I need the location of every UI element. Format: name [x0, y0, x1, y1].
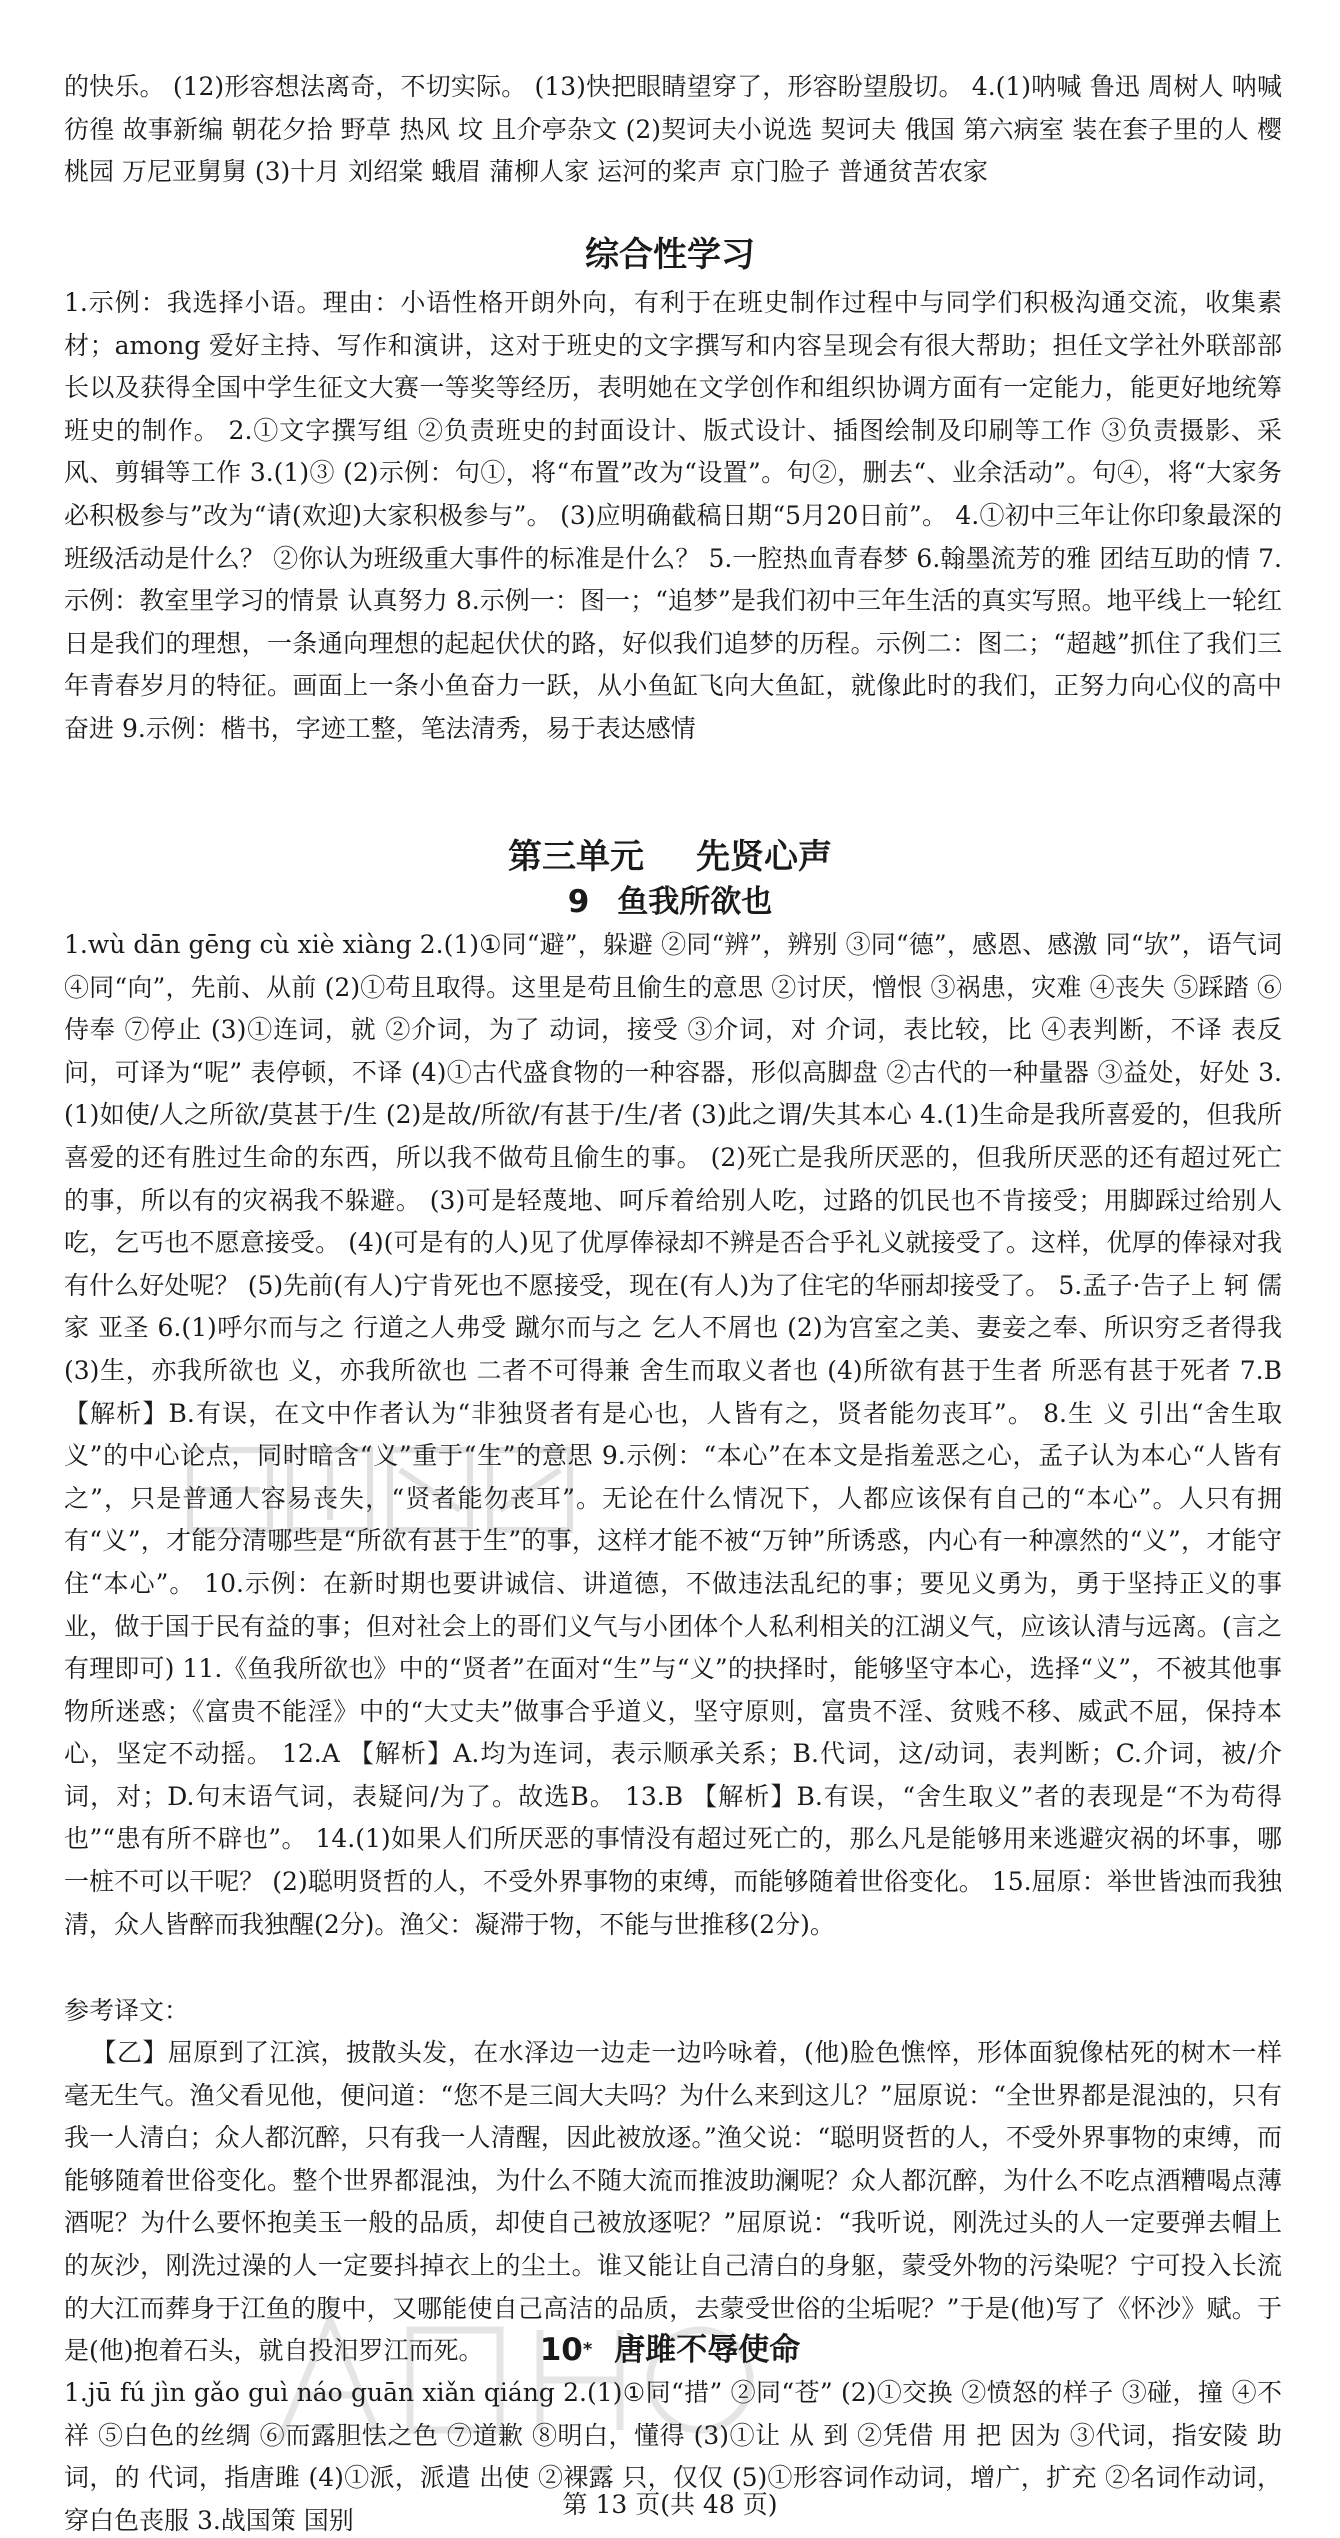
- lesson-number: 10: [539, 2332, 583, 2368]
- answer-paragraph-lesson10: 1.jū fú jìn gǎo guì náo guān xiǎn qiáng 2.(1)①同“措” ②同“苍” (2)①交换 ②愤怒的样子 ③碰，撞 ④不祥 ⑤白色的丝绸 ⑥而露胆怯之色 ⑦道歉 ⑧明白，懂得 (3)①让 从 到 ②凭借 用 把 因为 ③代词，指安陵 助词，的 代词，指唐雎 (4)①派，派遣 出使 ②裸露 只，仅仅 (5)①形容词作动词，增广，扩充 ②名词作动词，穿白色丧服 3.战国策 国别: [64, 2378, 1282, 2535]
- lesson-heading-9: [0, 880, 1340, 924]
- lesson-title: 鱼我所欲也: [617, 884, 773, 920]
- answer-paragraph-lesson9: 1.wù dān gēng cù xiè xiàng 2.(1)①同“避”，躲避 ②同“辨”，辨别 ③同“德”，感恩、感激 同“欤”，语气词 ④同“向”，先前、从前 (2)①苟且取得。这里是苟且偷生的意思 ②讨厌，憎恨 ③祸患，灾难 ④丧失 ⑤踩踏 ⑥侍奉 ⑦停止 (3)①连词，就 ②介词，为了 动词，接受 ③介词，对 介词，表比较，比 ④表判断，不译 表反问，可译为“呢” 表停顿，不译 (4)①古代盛食物的一种容器，形似高脚盘 ②古代的一种量器 ③益处，好处 3.(1)如使/人之所欲/莫甚于/生 (2)是故/所欲/有甚于/生/者 (3)此之谓/失其本心 4.(1)生命是我所喜爱的，但我所喜爱的还有胜过生命的东西，所以我不做苟且偷生的事。 (2)死亡是我所厌恶的，但我所厌恶的还有超过死亡的事，所以有的灾祸我不躲避。 (3)可是轻蔑地、呵斥着给别人吃，过路的饥民也不肯接受；用脚踩过给别人吃，乞丐也不愿意接受。 (4)(可是有的人)见了优厚俸禄却不辨是否合乎礼义就接受了。这样，优厚的俸禄对我有什么好处呢？ (5)先前(有人)宁肯死也不愿接受，现在(有人)为了住宅的华丽却接受了。 5.孟子·告子上 轲 儒家 亚圣 6.(1)呼尔而与之 行道之人弗受 蹴尔而与之 乞人不屑也 (2)为宫室之美、妻妾之奉、所识穷乏者得我 (3)生，亦我所欲也 义，亦我所欲也 二者不可得兼 舍生而取义者也 (4)所欲有甚于生者 所恶有甚于死者 7.B 【解析】B.有误，在文中作者认为“非独贤者有是心也，人皆有之，贤者能勿丧耳”。 8.生 义 引出“舍生取义”的中心论点，同时暗含“义”重于“生”的意思 9.示例：“本心”在本文是指羞恶之心，孟子认为本心“人皆有之”，只是普通人容易丧失，“贤者能勿丧耳”。无论在什么情况下，人都应该保有自己的“本心”。人只有拥有“义”，才能分清哪些是“所欲有甚于生”的事，这样才能不被“万钟”所诱惑，内心有一种凛然的“义”，才能守住“本心”。 10.示例：在新时期也要讲诚信、讲道德，不做违法乱纪的事；要见义勇为，勇于坚持正义的事业，做于国于民有益的事；但对社会上的哥们义气与小团体个人私利相关的江湖义气，应该认清与远离。(言之有理即可) 11.《鱼我所欲也》中的“贤者”在面对“生”与“义”的抉择时，能够坚守本心，选择“义”，不被其他事物所迷惑；《富贵不能淫》中的“大丈夫”做事合乎道义，坚守原则，富贵不淫、贫贱不移、威武不屈，保持本心，坚定不动摇。 12.A 【解析】A.均为连词，表示顺承关系；B.代词，这/动词，表判断；C.介词，被/介词，对；D.句末语气词，表疑问/为了。故选B。 13.B 【解析】B.有误，“舍生取义”者的表现是“不为苟得也”“患有所不辟也”。 14.(1)如果人们所厌恶的事情没有超过死亡的，那么凡是能够用来逃避灾祸的坏事，哪一桩不可以干呢？ (2)聪明贤哲的人，不受外界事物的束缚，而能够随着世俗变化。 15.屈原：举世皆浊而我独清，众人皆醉而我独醒(2分)。渔父：凝滞于物，不能与世推移(2分)。: [64, 930, 1282, 1939]
- page-footer: 第 13 页(共 48 页): [562, 2490, 778, 2519]
- section-heading-comprehensive-learning: 综合性学习: [585, 235, 755, 275]
- translation-text: 【乙】屈原到了江滨，披散头发，在水泽边一边走一边吟咏着，(他)脸色憔悴，形体面貌像枯死的树木一样毫无生气。渔父看见他，便问道：“您不是三闾大夫吗？为什么来到这儿？”屈原说：“全世界都是混浊的，只有我一人清白；众人都沉醉，只有我一人清醒，因此被放逐。”渔父说：“聪明贤哲的人，不受外界事物的束缚，而能够随着世俗变化。整个世界都混浊，为什么不随大流而推波助澜呢？众人都沉醉，为什么不吃点酒糟喝点薄酒呢？为什么要怀抱美玉一般的品质，却使自己被放逐呢？”屈原说：“我听说，刚洗过头的人一定要弹去帽上的灰沙，刚洗过澡的人一定要抖掉衣上的尘土。谁又能让自己清白的身躯，蒙受外物的污染呢？宁可投入长流的大江而葬身于江鱼的腹中，又哪能使自己高洁的品质，去蒙受世俗的尘垢呢？”于是(他)写了《怀沙》赋。于是(他)抱着石头，就自投汨罗江而死。: [64, 2038, 1282, 2366]
- lesson-number: 9: [567, 884, 590, 920]
- answer-paragraph-top: 的快乐。 (12)形容想法离奇，不切实际。 (13)快把眼睛望穿了，形容盼望殷切。 4.(1)呐喊 鲁迅 周树人 呐喊 彷徨 故事新编 朝花夕拾 野草 热风 坟 且介亭杂文 (2)契诃夫小说选 契诃夫 俄国 第六病室 装在套子里的人 樱桃园 万尼亚舅舅 (3)十月 刘绍棠 蛾眉 蒲柳人家 运河的桨声 京门脸子 普通贫苦农家: [64, 72, 1282, 187]
- unit-heading: [0, 834, 1340, 880]
- unit-title: 先贤心声: [696, 837, 832, 877]
- translation-label: 参考译文：: [64, 1996, 190, 2025]
- lesson-title: 唐雎不辱使命: [614, 2332, 801, 2368]
- lesson-heading-10: [0, 2328, 1340, 2372]
- unit-number: 第三单元: [508, 837, 644, 877]
- lesson-star-mark: *: [582, 2339, 593, 2360]
- answer-paragraph-comprehensive: 1.示例：我选择小语。理由：小语性格开朗外向，有利于在班史制作过程中与同学们积极沟通交流，收集素材；among 爱好主持、写作和演讲，这对于班史的文字撰写和内容呈现会有很大帮助；担任文学社外联部部长以及获得全国中学生征文大赛一等奖等经历，表明她在文学创作和组织协调方面有一定能力，能更好地统筹班史的制作。 2.①文字撰写组 ②负责班史的封面设计、版式设计、插图绘制及印刷等工作 ③负责摄影、采风、剪辑等工作 3.(1)③ (2)示例：句①，将“布置”改为“设置”。句②，删去“、业余活动”。句④，将“大家务必积极参与”改为“请(欢迎)大家积极参与”。 (3)应明确截稿日期“5月20日前”。 4.①初中三年让你印象最深的班级活动是什么？ ②你认为班级重大事件的标准是什么？ 5.一腔热血青春梦 6.翰墨流芳的雅 团结互助的情 7.示例：教室里学习的情景 认真努力 8.示例一：图一；“追梦”是我们初中三年生活的真实写照。地平线上一轮红日是我们的理想，一条通向理想的起起伏伏的路，好似我们追梦的历程。示例二：图二；“超越”抓住了我们三年青春岁月的特征。画面上一条小鱼奋力一跃，从小鱼缸飞向大鱼缸，就像此时的我们，正努力向心仪的高中奋进 9.示例：楷书，字迹工整，笔法清秀，易于表达感情: [64, 288, 1282, 743]
